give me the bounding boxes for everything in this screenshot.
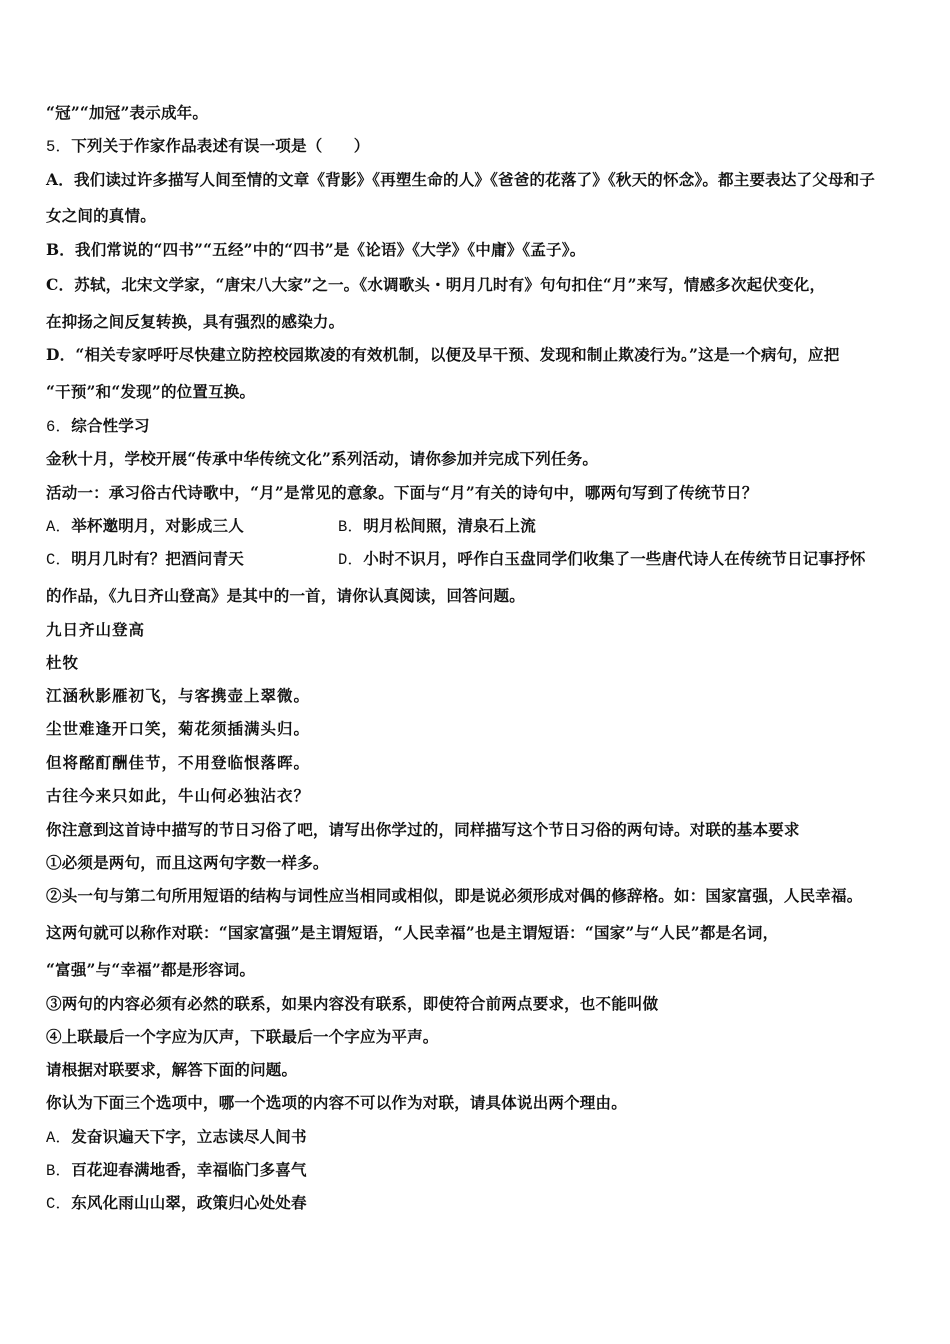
couplet-rule: ④上联最后一个字应为仄声，下联最后一个字应为平声。 — [46, 1027, 439, 1046]
q5-option-c — [46, 275, 825, 295]
q5-option-b — [46, 240, 585, 260]
couplet-rule: ③两句的内容必须有必然的联系，如果内容没有联系，即使符合前两点要求，也不能叫做 — [46, 994, 659, 1013]
q6-option-a — [46, 516, 244, 537]
q6-intro: 金秋十月，学校开展“传承中华传统文化”系列活动，请你参加并完成下列任务。 — [46, 449, 599, 468]
option-text: 苏轼，北宋文学家，“唐宋八大家”之一。《水调歌头・明月几时有》句句扣住“月”来写，情感多次起伏变化， — [74, 275, 826, 294]
continued-text: “冠”“加冠”表示成年。 — [46, 103, 209, 122]
couplet-rule: “富强”与“幸福”都是形容词。 — [46, 960, 256, 979]
option-label: A． — [46, 1129, 72, 1147]
option-text: 我们读过许多描写人间至情的文章《背影》《再塑生命的人》《爸爸的花落了》《秋天的怀念》。都主要表达了父母和子 — [73, 170, 876, 189]
question-6-title — [46, 416, 150, 437]
question-number: 6． — [46, 418, 72, 436]
question-number: 5． — [46, 138, 72, 156]
option-label: C． — [46, 275, 75, 294]
couplet-option-b — [46, 1160, 307, 1181]
option-label: C． — [46, 551, 72, 569]
option-text: 东风化雨山山翠，政策归心处处春 — [71, 1193, 307, 1212]
option-label: B． — [46, 240, 76, 259]
poem-line: 尘世难逢开口笑，菊花须插满头归。 — [46, 719, 311, 738]
option-text: 发奋识遍天下字，立志读尽人间书 — [71, 1127, 307, 1146]
q5-option-a — [46, 170, 875, 190]
couplet-rule: ①必须是两句，而且这两句字数一样多。 — [46, 853, 329, 872]
option-text: 百花迎春满地香，幸福临门多喜气 — [71, 1160, 307, 1179]
q6-option-b — [338, 516, 536, 537]
option-text: 小时不识月，呼作白玉盘同学们收集了一些唐代诗人在传统节日记事抒怀 — [363, 549, 866, 568]
option-label: B． — [338, 518, 364, 536]
option-label: A． — [46, 170, 74, 189]
option-text: 明月松间照，清泉石上流 — [363, 516, 536, 535]
q6-option-c — [46, 549, 244, 570]
question-text: 综合性学习 — [71, 416, 150, 435]
option-text: “相关专家呼吁尽快建立防控校园欺凌的有效机制，以便及早干预、发现和制止欺凌行为。”这是一个病句，应把 — [75, 345, 840, 364]
question-text: 下列关于作家作品表述有误一项是（ ） — [71, 136, 370, 155]
option-label: C． — [46, 1195, 72, 1213]
poem-line: 江涵秋影雁初飞，与客携壶上翠微。 — [46, 686, 311, 705]
couplet-option-a — [46, 1127, 307, 1148]
option-text: 我们常说的“四书”“五经”中的“四书”是《论语》《大学》《中庸》《孟子》。 — [75, 240, 586, 259]
q6-instruction: 请根据对联要求，解答下面的问题。 — [46, 1060, 298, 1079]
option-text: 举杯邀明月，对影成三人 — [71, 516, 244, 535]
q5-option-a-cont: 女之间的真情。 — [46, 206, 156, 225]
poem-line: 古往今来只如此，牛山何必独沾衣？ — [46, 786, 311, 805]
couplet-option-c — [46, 1193, 307, 1214]
q5-option-d-cont: “干预”和“发现”的位置互换。 — [46, 382, 256, 401]
q5-option-c-cont: 在抑扬之间反复转换，具有强烈的感染力。 — [46, 312, 345, 331]
q6-prompt: 你注意到这首诗中描写的节日习俗了吧，请写出你学过的，同样描写这个节日习俗的两句诗。对联的基本要求 — [46, 820, 800, 839]
option-label: B． — [46, 1162, 72, 1180]
option-label: D． — [46, 345, 76, 364]
option-label: A． — [46, 518, 72, 536]
q6-option-d — [338, 549, 866, 570]
option-text: 明月几时有？把酒问青天 — [71, 549, 244, 568]
poem-line: 但将酩酊酬佳节，不用登临恨落晖。 — [46, 753, 311, 772]
q5-option-d — [46, 345, 839, 365]
couplet-rule: 这两句就可以称作对联：“国家富强”是主谓短语，“人民幸福”也是主谓短语：“国家”与“人民”都是名词， — [46, 923, 779, 942]
poem-author: 杜牧 — [46, 653, 80, 672]
q6-activity-1: 活动一：承习俗古代诗歌中，“月”是常见的意象。下面与“月”有关的诗句中，哪两句写到了传统节日？ — [46, 483, 758, 502]
q6-continuation: 的作品，《九日齐山登高》是其中的一首，请你认真阅读，回答问题。 — [46, 586, 525, 605]
option-label: D． — [338, 551, 364, 569]
q6-question: 你认为下面三个选项中，哪一个选项的内容不可以作为对联，请具体说出两个理由。 — [46, 1093, 627, 1112]
question-5-stem — [46, 136, 370, 157]
poem-title: 九日齐山登高 — [46, 620, 146, 639]
couplet-rule: ②头一句与第二句所用短语的结构与词性应当相同或相似，即是说必须形成对偶的修辞格。如：国家富强，人民幸福。 — [46, 886, 863, 905]
